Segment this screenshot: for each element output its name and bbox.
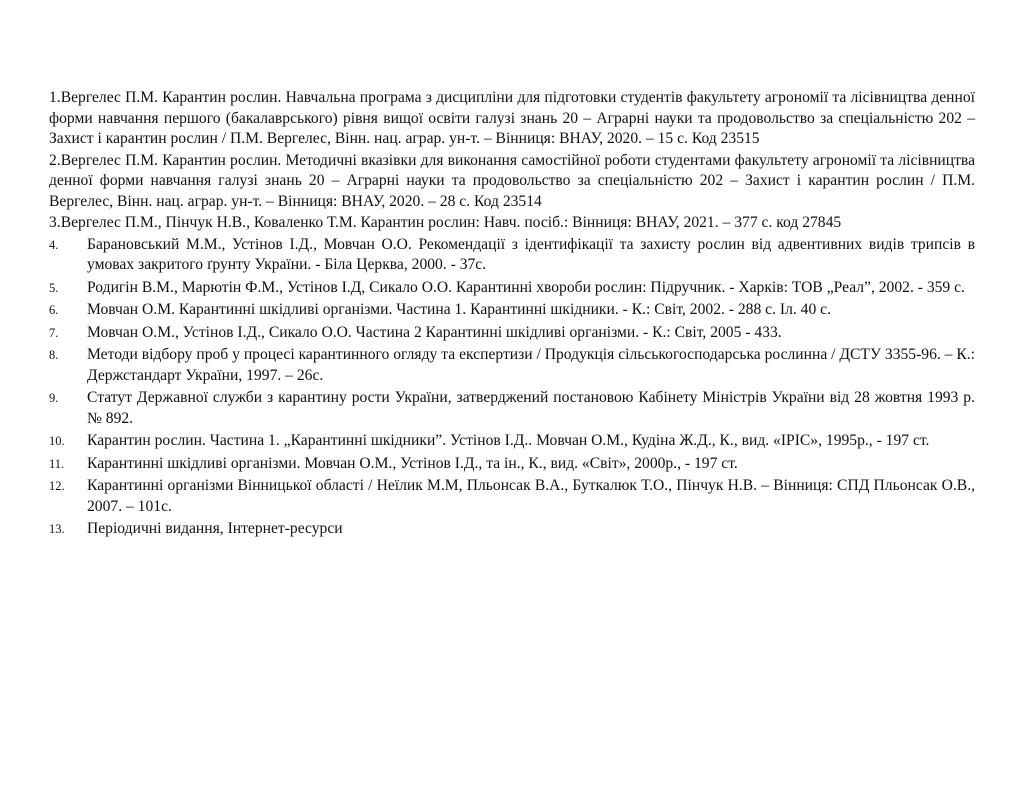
reference-item-4	[49, 235, 975, 276]
reference-number: 6.	[49, 303, 59, 317]
reference-item-10	[49, 431, 975, 452]
reference-text: Методи відбору проб у процесі карантинного огляду та експертизи / Продукція сільськогосподарська рослинна / ДСТУ 3355-96. – К.: Держстандарт України, 1997. – 26с.	[87, 346, 975, 384]
reference-item-6	[49, 300, 975, 321]
reference-number: 10.	[49, 434, 65, 448]
reference-item-2: 2.Вергелес П.М. Карантин рослин. Методичні вказівки для виконання самостійної роботи студентами факультету агрономії та лісівництва денної форми навчання галузі знань 20 – Аграрні науки та продовольство за спеціальністю 202 – Захист і карантин рослин / П.М. Вергелес, Вінн. нац. аграр. ун-т. – Вінниця: ВНАУ, 2020. – 28 с. Код 23514	[49, 151, 975, 210]
reference-item-11	[49, 454, 975, 475]
reference-list	[49, 88, 975, 542]
reference-number: 4.	[49, 237, 59, 252]
reference-item-1: 1.Вергелес П.М. Карантин рослин. Навчальна програма з дисципліни для підготовки студентів факультету агрономії та лісівництва денної форми навчання першого (бакалаврського) рівня вищої освіти галузі знань 20 – Аграрні науки та продовольство за спеціальністю 202 – Захист і карантин рослин / П.М. Вергелес, Вінн. нац. аграр. ун-т. – Вінниця: ВНАУ, 2020. – 15 с. Код 23515	[49, 89, 975, 147]
reference-item-5	[49, 278, 975, 299]
reference-item-7	[49, 323, 975, 344]
reference-number: 8.	[49, 348, 59, 362]
reference-number: 5.	[49, 280, 59, 295]
reference-item-12	[49, 476, 975, 517]
reference-text: Мовчан О.М. Карантинні шкідливі організми. Частина 1. Карантинні шкідники. - К.: Світ, 2002. - 288 с. Іл. 40 с.	[87, 301, 831, 318]
reference-text: Мовчан О.М., Устінов І.Д., Сикало О.О. Частина 2 Карантинні шкідливі організми. - К.: Світ, 2005 - 433.	[87, 323, 782, 341]
reference-number: 12.	[49, 479, 65, 493]
reference-text: Карантинні організми Вінницької області / Неїлик М.М, Пльонсак В.А., Буткалюк Т.О., Пінчук Н.В. – Вінниця: СПД Пльонсак О.В., 2007. – 101с.	[87, 477, 975, 515]
reference-item-8	[49, 345, 975, 386]
reference-text: Періодичні видання, Інтернет-ресурси	[87, 520, 343, 537]
reference-text: Родигін В.М., Марютін Ф.М., Устінов І.Д, Сикало О.О. Карантинні хвороби рослин: Підручник. - Харків: ТОВ „Реал”, 2002. - 359 с.	[87, 278, 965, 296]
reference-item-9	[49, 388, 975, 429]
reference-number: 13.	[49, 522, 65, 536]
reference-number: 7.	[49, 325, 59, 340]
reference-text: Карантин рослин. Частина 1. „Карантинні шкідники”. Устінов І.Д.. Мовчан О.М., Кудіна Ж.Д., К., вид. «ІРІС», 1995р., - 197 ст.	[87, 432, 930, 449]
reference-text: Статут Державної служби з карантину рости України, затверджений постановою Кабінету Міністрів України від 28 жовтня 1993 р. № 892.	[87, 389, 975, 427]
reference-number: 11.	[49, 456, 65, 471]
reference-item-3: 3.Вергелес П.М., Пінчук Н.В., Коваленко Т.М. Карантин рослин: Навч. посіб.: Вінниця: ВНАУ, 2021. – 377 с. код 27845	[49, 214, 842, 231]
reference-text: Карантинні шкідливі організми. Мовчан О.М., Устінов І.Д., та ін., К., вид. «Світ», 2000р., - 197 ст.	[87, 454, 738, 472]
reference-number: 9.	[49, 391, 59, 405]
reference-item-13	[49, 519, 975, 540]
reference-text: Барановський М.М., Устінов І.Д., Мовчан О.О. Рекомендації з ідентифікації та захисту рослин від адвентивних видів трипсів в умовах закритого ґрунту України. - Біла Церква, 2000. - 37с.	[87, 235, 975, 273]
